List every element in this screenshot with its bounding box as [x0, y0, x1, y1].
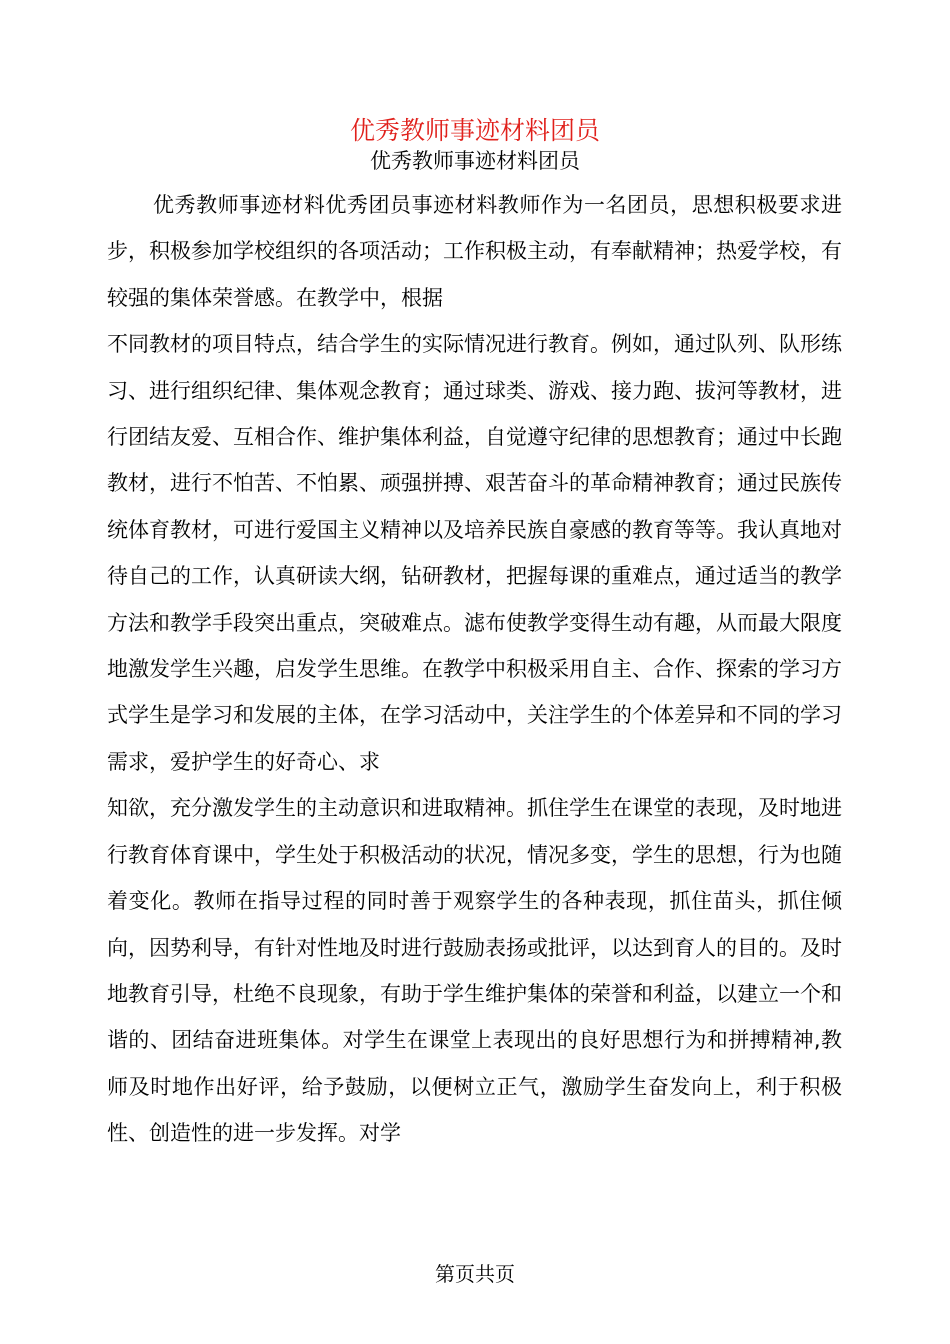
page-footer: 第页共页: [435, 1262, 515, 1286]
body-paragraph: 优秀教师事迹材料优秀团员事迹材料教师作为一名团员，思想积极要求进步，积极参加学校组织的各项活动；工作积极主动，有奉献精神；热爱学校，有较强的集体荣誉感。在教学中，根据: [107, 193, 842, 310]
document-subtitle: 优秀教师事迹材料团员: [370, 149, 580, 173]
document-body: [107, 182, 842, 1157]
body-paragraph: 不同教材的项目特点，结合学生的实际情况进行教育。例如，通过队列、队形练习、进行组织纪律、集体观念教育；通过球类、游戏、接力跑、拔河等教材，进行团结友爱、互相合作、维护集体利益，自觉遵守纪律的思想教育；通过中长跑教材，进行不怕苦、不怕累、顽强拼搏、艰苦奋斗的革命精神教育；通过民族传统体育教材，可进行爱国主义精神以及培养民族自豪感的教育等等。我认真地对待自己的工作，认真研读大纲，钻研教材，把握每课的重难点，通过适当的教学方法和教学手段突出重点，突破难点。滤布使教学变得生动有趣，从而最大限度地激发学生兴趣，启发学生思维。在教学中积极采用自主、合作、探索的学习方式学生是学习和发展的主体，在学习活动中，关注学生的个体差异和不同的学习需求，爱护学生的好奇心、求: [107, 332, 842, 774]
document-title: 优秀教师事迹材料团员: [349, 116, 600, 145]
body-paragraph: 知欲，充分激发学生的主动意识和进取精神。抓住学生在课堂的表现，及时地进行教育体育课中，学生处于积极活动的状况，情况多变，学生的思想，行为也随着变化。教师在指导过程的同时善于观察学生的各种表现，抓住苗头，抓住倾向，因势利导，有针对性地及时进行鼓励表扬或批评，以达到育人的目的。及时地教育引导，杜绝不良现象，有助于学生维护集体的荣誉和利益，以建立一个和谐的、团结奋进班集体。对学生在课堂上表现出的良好思想行为和拼搏精神,教师及时地作出好评，给予鼓励，以便树立正气，激励学生奋发向上，利于积极性、创造性的进一步发挥。对学: [107, 796, 842, 1146]
